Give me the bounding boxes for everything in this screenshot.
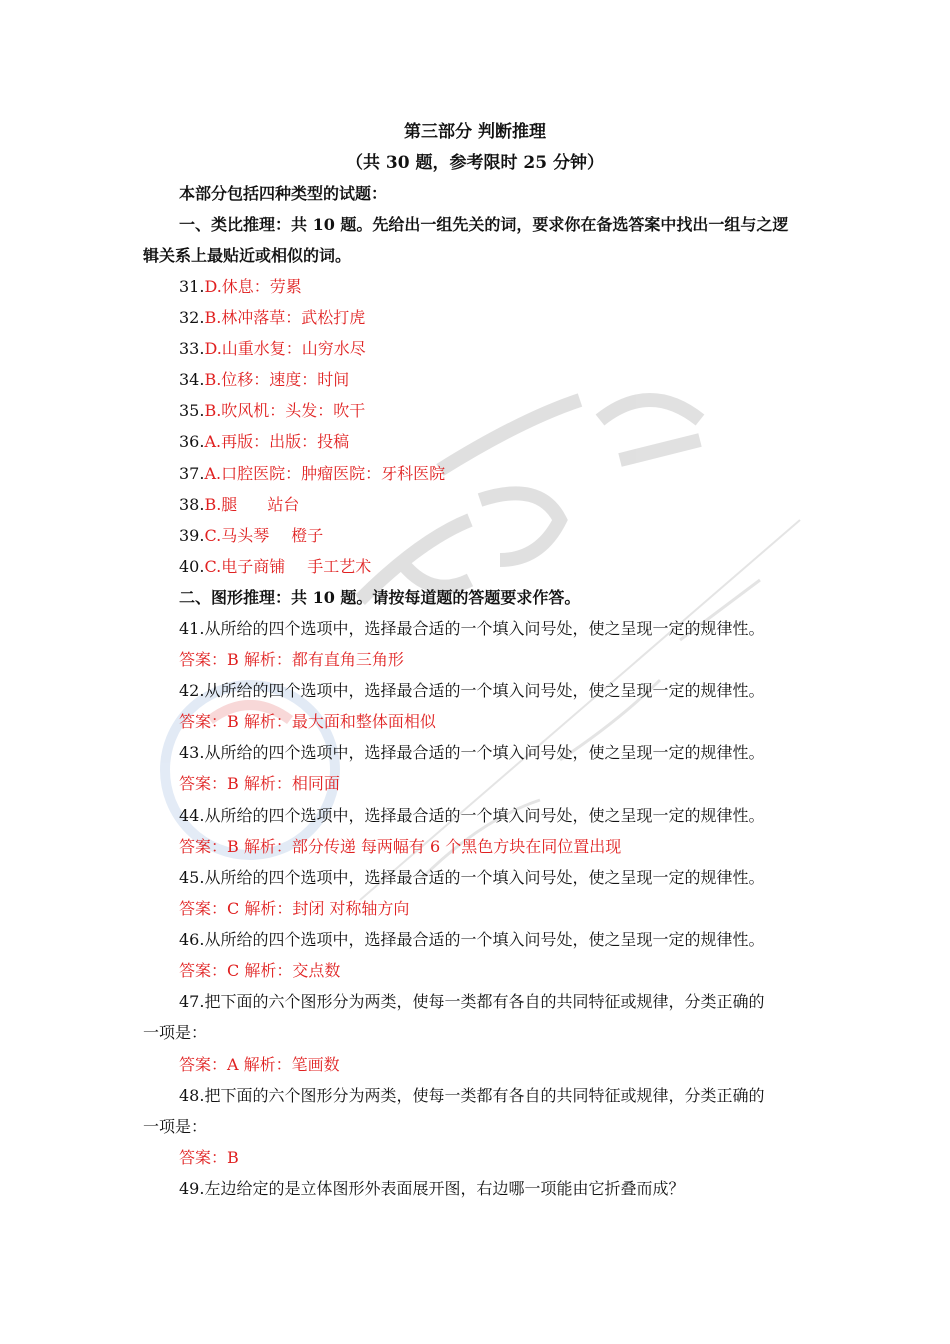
section1-heading: 一、类比推理：共 10 题。先给出一组先关的词，要求你在备选答案中找出一组与之逻 [179,215,789,234]
question-48-cont: 一项是： [143,1117,208,1136]
answer-40: 40.C.电子商铺 手工艺术 [179,557,372,576]
answer-36: 36.A.再版：出版：投稿 [179,432,350,451]
answer-48: 答案：B [179,1148,239,1167]
question-46: 46.从所给的四个选项中，选择最合适的一个填入问号处，使之呈现一定的规律性。 [179,930,765,949]
question-42: 42.从所给的四个选项中，选择最合适的一个填入问号处，使之呈现一定的规律性。 [179,681,765,700]
question-45: 45.从所给的四个选项中，选择最合适的一个填入问号处，使之呈现一定的规律性。 [179,868,765,887]
answer-33: 33.D.山重水复：山穷水尽 [179,339,366,358]
question-43: 43.从所给的四个选项中，选择最合适的一个填入问号处，使之呈现一定的规律性。 [179,743,765,762]
question-47: 47.把下面的六个图形分为两类，使每一类都有各自的共同特征或规律，分类正确的 [179,992,765,1011]
answer-43: 答案：B 解析：相同面 [179,774,340,793]
answer-31: 31.D.休息：劳累 [179,277,302,296]
question-49: 49.左边给定的是立体图形外表面展开图，右边哪一项能由它折叠而成？ [179,1179,685,1198]
answer-45: 答案：C 解析：封闭 对称轴方向 [179,899,410,918]
answer-32: 32.B.林冲落草：武松打虎 [179,308,366,327]
page-subtitle: （共 30 题，参考限时 25 分钟） [346,153,604,173]
question-41: 41.从所给的四个选项中，选择最合适的一个填入问号处，使之呈现一定的规律性。 [179,619,765,638]
section2-heading: 二、图形推理：共 10 题。请按每道题的答题要求作答。 [179,588,581,607]
answer-44: 答案：B 解析：部分传递 每两幅有 6 个黑色方块在同位置出现 [179,837,622,856]
answer-34: 34.B.位移：速度：时间 [179,370,350,389]
answer-46: 答案：C 解析：交点数 [179,961,341,980]
answer-41: 答案：B 解析：都有直角三角形 [179,650,404,669]
answer-37: 37.A.口腔医院：肿瘤医院：牙科医院 [179,464,446,483]
question-44: 44.从所给的四个选项中，选择最合适的一个填入问号处，使之呈现一定的规律性。 [179,806,765,825]
question-48: 48.把下面的六个图形分为两类，使每一类都有各自的共同特征或规律，分类正确的 [179,1086,765,1105]
section1-heading-cont: 辑关系上最贴近或相似的词。 [143,246,352,265]
answer-42: 答案：B 解析：最大面和整体面相似 [179,712,436,731]
answer-38: 38.B.腿 站台 [179,495,300,514]
page-title: 第三部分 判断推理 [404,122,546,142]
answer-47: 答案：A 解析：笔画数 [179,1055,340,1074]
intro-text: 本部分包括四种类型的试题： [179,184,388,203]
answer-39: 39.C.马头琴 橙子 [179,526,324,545]
answer-35: 35.B.吹风机：头发：吹干 [179,401,366,420]
question-47-cont: 一项是： [143,1023,208,1042]
